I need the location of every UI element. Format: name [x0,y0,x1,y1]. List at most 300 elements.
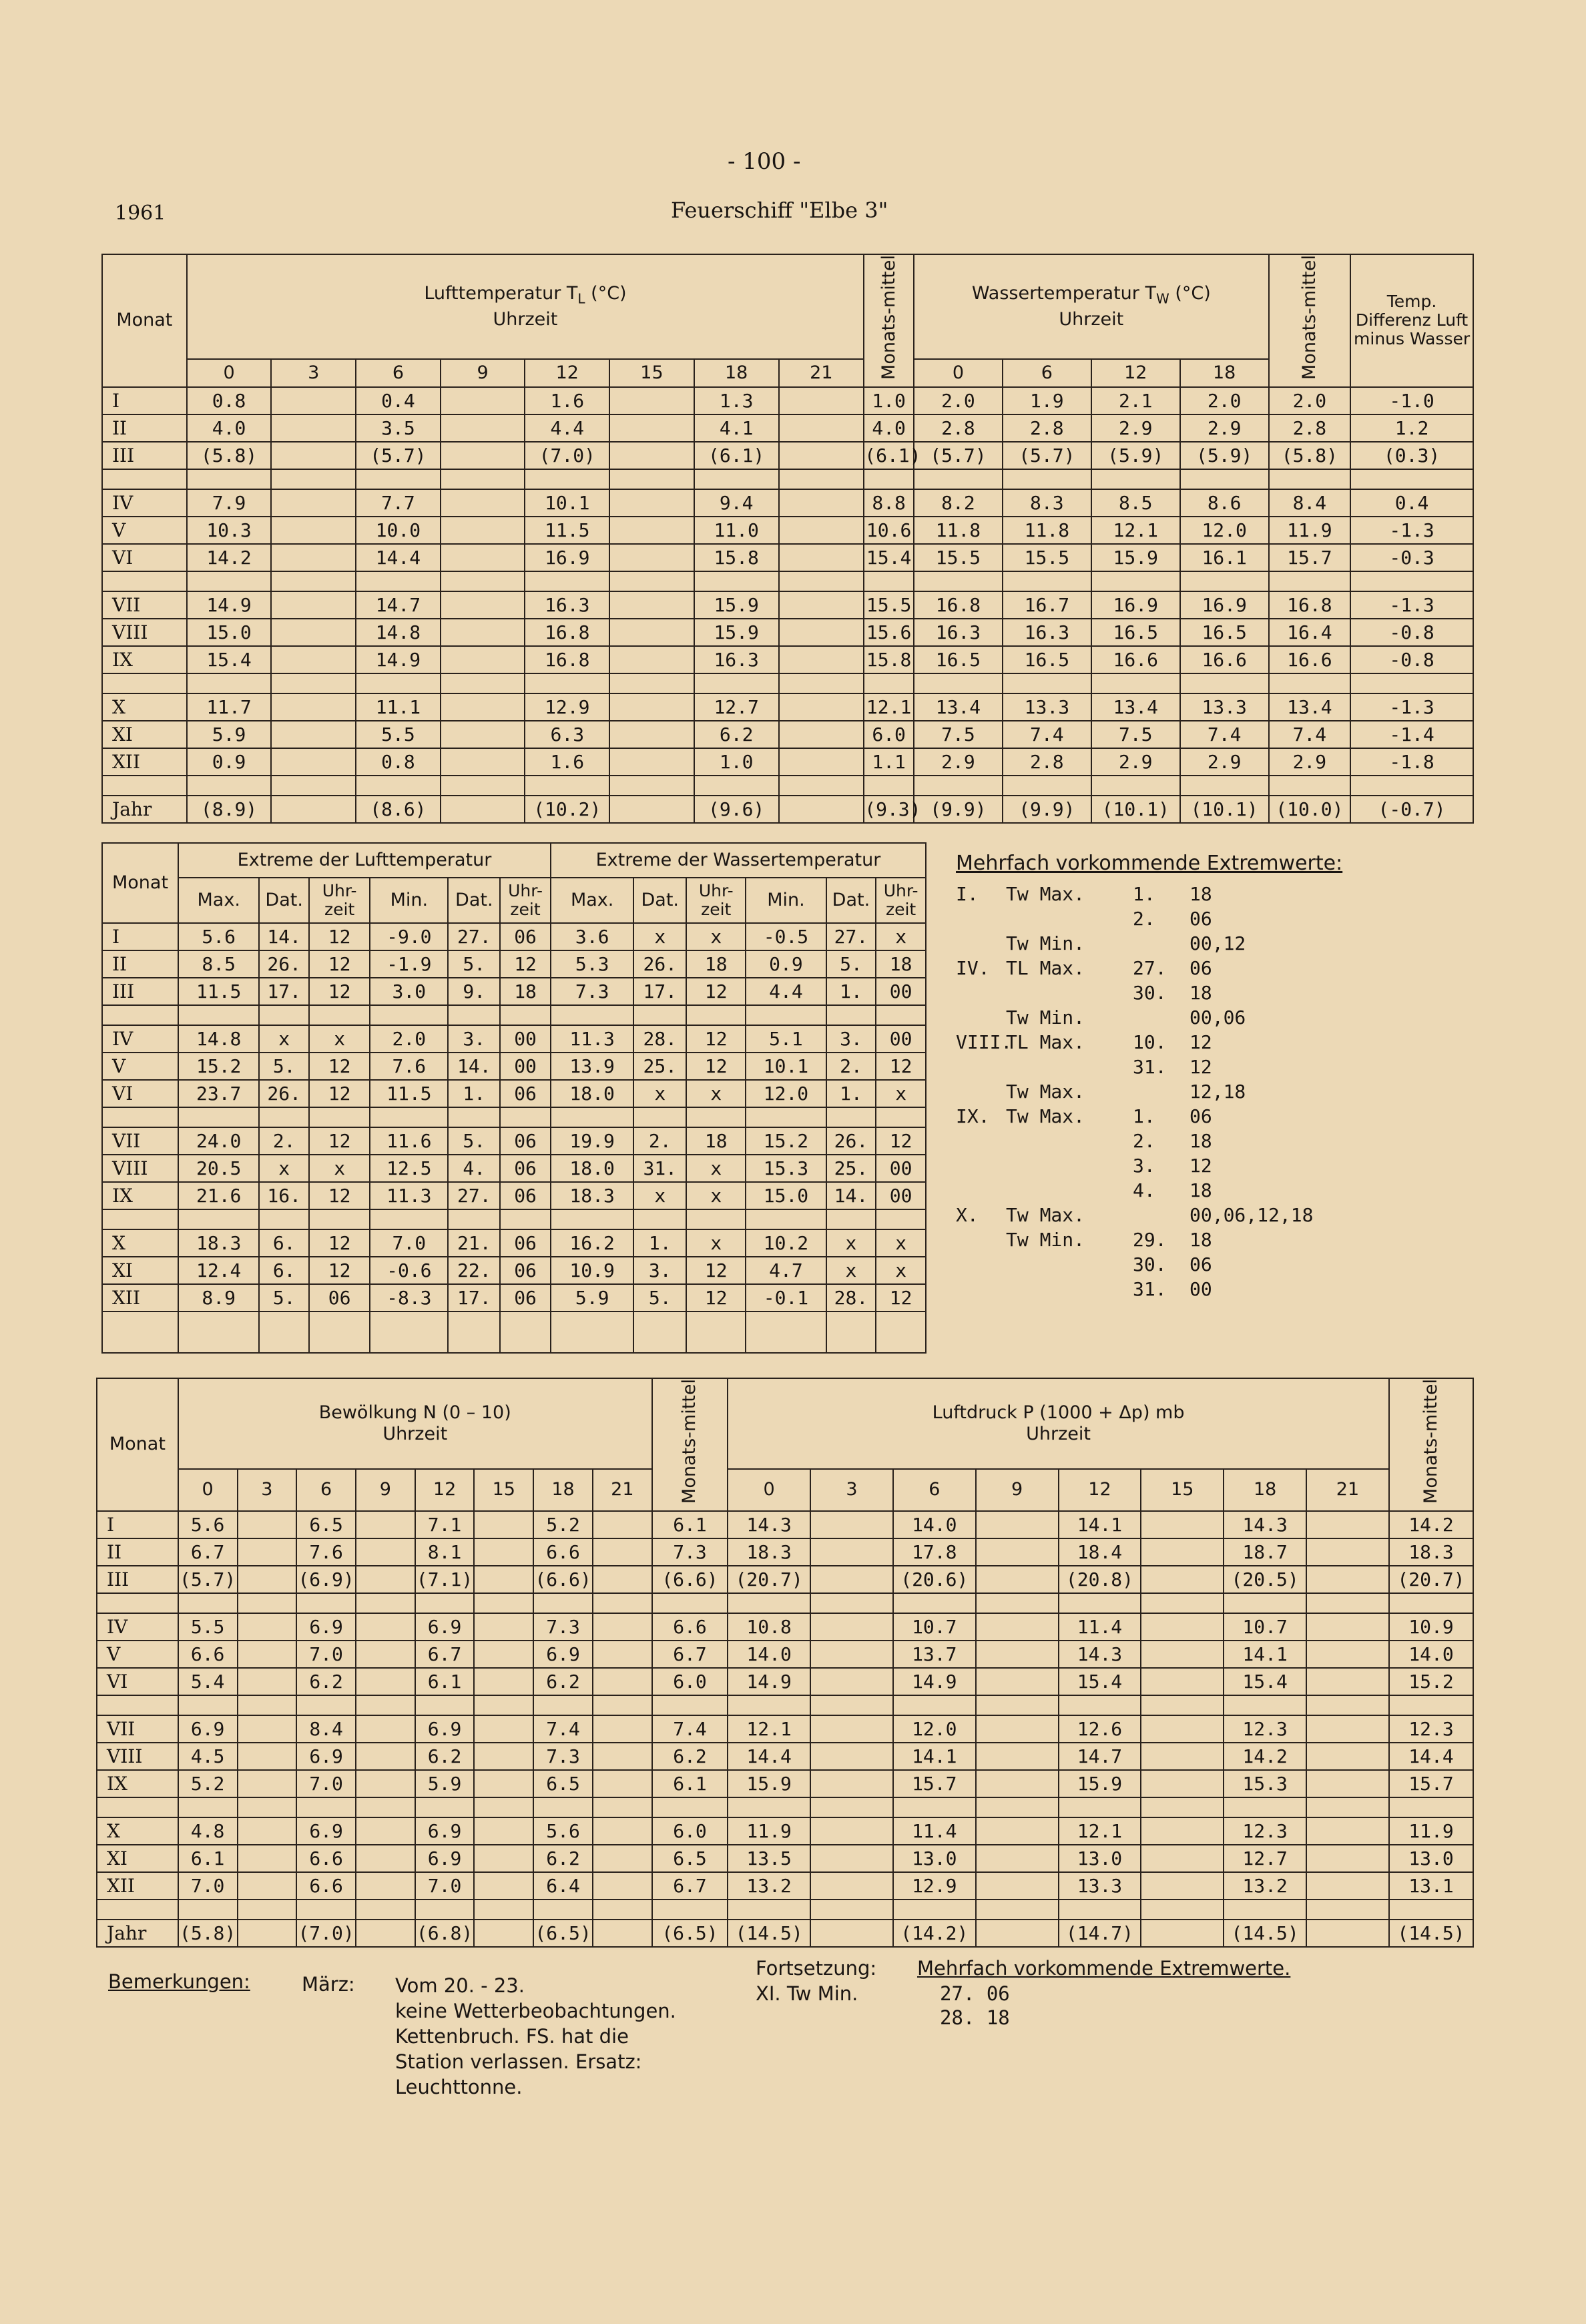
value-cell: 5. [448,950,500,978]
empty-cell [441,517,525,544]
spacer-cell [1224,1593,1306,1613]
value-cell: 7.4 [652,1715,728,1743]
extreme-line [956,1081,1467,1105]
empty-cell [810,1872,893,1900]
page-title: Feuerschiff "Elbe 3" [671,198,888,223]
empty-cell [238,1566,297,1593]
spacer-cell [1306,1593,1389,1613]
spacer-cell [633,1209,686,1229]
empty-cell [441,748,525,776]
value-cell: 16.5 [1180,619,1269,646]
value-cell: 14. [826,1182,876,1209]
value-cell: 4.4 [746,978,826,1005]
empty-cell [474,1613,533,1641]
value-cell: 12.3 [1224,1817,1306,1845]
empty-cell [779,619,864,646]
spacer-cell [1091,673,1180,693]
value-cell: 20.5 [178,1155,259,1182]
spacer-cell [370,1005,448,1025]
value-cell: 12 [876,1127,926,1155]
extreme-field: 18 [1190,1179,1212,1201]
hour-header: 15 [474,1469,533,1511]
value-cell: 15.4 [864,544,914,571]
hour-header: 15 [1141,1469,1224,1511]
value-cell: 0.8 [356,748,441,776]
value-cell: 7.6 [370,1053,448,1080]
extreme-field: Tw Min. [1006,932,1085,954]
spacer-cell [1180,469,1269,489]
pressure-title: Luftdruck [932,1402,1017,1423]
continuation-value: 28. 18 [940,2006,1010,2029]
value-cell: -8.3 [370,1284,448,1312]
value-cell: (20.6) [893,1566,976,1593]
value-cell: 2.8 [1269,414,1351,442]
value-cell: 18.3 [728,1538,810,1566]
extreme-line [956,883,1467,908]
value-cell: 10.1 [746,1053,826,1080]
extreme-field: I. [956,883,979,905]
value-cell: 3. [826,1025,876,1053]
extremes-table [101,842,927,1354]
value-cell: 11.5 [178,978,259,1005]
value-cell: -0.5 [746,923,826,950]
spacer-cell [187,571,272,591]
spacer-cell [500,1312,551,1353]
empty-cell [593,1845,652,1872]
empty-cell [593,1641,652,1668]
value-cell: (5.7) [1003,442,1091,469]
value-cell: 11.5 [525,517,609,544]
value-cell: 12.1 [1059,1817,1141,1845]
spacer-cell [97,1695,178,1715]
month-label: II [97,1538,178,1566]
spacer-cell [500,1107,551,1127]
empty-cell [779,517,864,544]
value-cell: 8.4 [1269,489,1351,517]
value-cell: 7.0 [178,1872,238,1900]
value-cell: 12 [309,1182,370,1209]
table-row [102,1127,926,1155]
spacer-cell [551,1005,633,1025]
air-temp-unit: (°C) [591,282,627,304]
empty-cell [810,1817,893,1845]
hour-header: 6 [1003,359,1091,387]
value-cell: (9.9) [914,796,1003,823]
hour-header: 3 [238,1469,297,1511]
spacer-cell [810,1593,893,1613]
spacer-cell [914,776,1003,796]
empty-cell [271,646,356,673]
value-cell: 2.9 [1091,414,1180,442]
hour-header: 0 [914,359,1003,387]
spacer-cell [102,1209,178,1229]
value-cell: 0.9 [187,748,272,776]
empty-cell [441,414,525,442]
value-cell: 0.4 [356,387,441,414]
water-temp-title: Wassertemperatur T [971,282,1156,304]
spacer-cell [296,1797,356,1817]
extreme-field: 06 [1190,1253,1212,1275]
value-cell: 13.2 [1224,1872,1306,1900]
empty-cell [779,414,864,442]
empty-cell [1306,1920,1389,1947]
spacer-cell [1003,469,1091,489]
empty-cell [593,1770,652,1797]
spacer-cell [525,673,609,693]
value-cell: 10.9 [551,1257,633,1284]
spacer-cell [1389,1797,1473,1817]
value-cell: 1.0 [694,748,779,776]
extreme-field: Tw Max. [1006,1105,1085,1127]
value-cell: (20.5) [1224,1566,1306,1593]
value-cell: 4.8 [178,1817,238,1845]
value-cell: 12.0 [893,1715,976,1743]
spacer-cell [102,469,187,489]
value-cell: 15.5 [864,591,914,619]
uhrzeit-label: Uhrzeit [1026,1423,1091,1444]
spacer-cell [356,469,441,489]
spacer-cell [271,571,356,591]
value-cell: 17. [259,978,309,1005]
monthly-mean-header [1389,1378,1473,1511]
value-cell: 3.0 [370,978,448,1005]
spacer-cell [474,1797,533,1817]
value-cell: -0.8 [1350,646,1473,673]
remark-line: Station verlassen. Ersatz: [395,2050,642,2073]
empty-cell [441,489,525,517]
spacer-cell [826,1312,876,1353]
value-cell: 12 [686,978,746,1005]
empty-cell [474,1511,533,1538]
spacer-cell [102,571,187,591]
multiple-extremes-panel [956,852,1467,1303]
value-cell: 26. [826,1127,876,1155]
continuation-label: Fortsetzung: [756,1957,877,1980]
value-cell: 06 [500,1182,551,1209]
extreme-field: 10. [1133,1031,1167,1053]
spacer-cell [415,1900,475,1920]
monthly-mean-label: Monats-mittel [1420,1379,1441,1504]
empty-cell [1306,1715,1389,1743]
value-cell: 7.0 [296,1770,356,1797]
value-cell: 15.3 [1224,1770,1306,1797]
empty-cell [1306,1538,1389,1566]
month-label: I [102,387,187,414]
spacer-cell [976,1900,1059,1920]
spacer-cell [1350,673,1473,693]
spacer-cell [694,469,779,489]
empty-cell [976,1715,1059,1743]
value-cell: 2.0 [370,1025,448,1053]
spacer-cell [178,1107,259,1127]
value-cell: x [259,1025,309,1053]
spacer-cell [187,673,272,693]
value-cell: 15.9 [728,1770,810,1797]
spacer-cell [976,1593,1059,1613]
empty-cell [474,1743,533,1770]
empty-cell [976,1511,1059,1538]
remarks-label: Bemerkungen: [108,1970,250,1993]
empty-cell [609,646,694,673]
value-cell: 0.8 [187,387,272,414]
empty-cell [271,414,356,442]
value-cell: 5.4 [178,1668,238,1695]
empty-cell [441,619,525,646]
uhrzeit-label: Uhrzeit [382,1423,448,1444]
value-cell: -1.3 [1350,591,1473,619]
value-cell: 6.9 [178,1715,238,1743]
spacer-cell [533,1797,593,1817]
spacer-cell [1350,469,1473,489]
spacer-cell [102,1312,178,1353]
value-cell: 11.9 [1269,517,1351,544]
value-cell: 12 [309,1127,370,1155]
value-cell: (-0.7) [1350,796,1473,823]
table-row [102,517,1473,544]
spacer-cell [976,1797,1059,1817]
value-cell: 18.0 [551,1155,633,1182]
value-cell: 4.5 [178,1743,238,1770]
value-cell: 2.0 [914,387,1003,414]
spacer-cell [178,1209,259,1229]
spacer-cell [746,1005,826,1025]
value-cell: (7.0) [296,1920,356,1947]
spacer-cell [593,1695,652,1715]
value-cell: 12.9 [893,1872,976,1900]
value-cell: 12.7 [694,693,779,721]
value-cell: 18.4 [1059,1538,1141,1566]
value-cell: 6.9 [415,1817,475,1845]
value-cell: 5.5 [178,1613,238,1641]
value-cell: (6.1) [694,442,779,469]
value-cell: 11.6 [370,1127,448,1155]
empty-cell [593,1743,652,1770]
spacer-cell [551,1209,633,1229]
value-cell: 16.5 [1091,619,1180,646]
value-cell: 3. [633,1257,686,1284]
hour-header: 3 [271,359,356,387]
spacer-cell [746,1107,826,1127]
value-cell: 6.9 [415,1613,475,1641]
value-cell: (6.6) [652,1566,728,1593]
value-cell: (5.7) [914,442,1003,469]
column-header: Max. [551,878,633,923]
empty-cell [593,1715,652,1743]
empty-cell [271,796,356,823]
value-cell: 6.9 [296,1817,356,1845]
value-cell: 2.0 [1180,387,1269,414]
hour-header: 12 [1091,359,1180,387]
spacer-cell [609,571,694,591]
value-cell: 0.4 [1350,489,1473,517]
spacer-cell [309,1312,370,1353]
empty-cell [976,1845,1059,1872]
value-cell: 14.8 [356,619,441,646]
value-cell: 6. [259,1257,309,1284]
value-cell: (10.0) [1269,796,1351,823]
empty-cell [810,1715,893,1743]
value-cell: 12 [876,1284,926,1312]
value-cell: 6.9 [415,1845,475,1872]
value-cell: 1. [633,1229,686,1257]
march-label: März: [302,1973,355,1996]
column-header: Uhr-zeit [500,878,551,923]
month-label: IX [102,646,187,673]
empty-cell [356,1743,415,1770]
spacer-cell [415,1695,475,1715]
spacer-cell [914,469,1003,489]
month-label: IX [97,1770,178,1797]
empty-cell [474,1817,533,1845]
spacer-cell [1141,1593,1224,1613]
monthly-mean-label: Monats-mittel [679,1379,700,1504]
extreme-field: X. [956,1204,979,1226]
value-cell: 14.1 [1224,1641,1306,1668]
month-label: XII [102,748,187,776]
remark-line: Kettenbruch. FS. hat die [395,2025,629,2048]
hour-header: 6 [893,1469,976,1511]
spacer-cell [1059,1900,1141,1920]
empty-cell [810,1511,893,1538]
value-cell: 15.9 [1059,1770,1141,1797]
value-cell: 14.3 [1059,1641,1141,1668]
extreme-field: Tw Max. [1006,1081,1085,1103]
value-cell: (10.1) [1180,796,1269,823]
month-label: VI [102,1080,178,1107]
value-cell: 6.2 [694,721,779,748]
spacer-cell [102,1005,178,1025]
value-cell: 14.7 [1059,1743,1141,1770]
extreme-field: 00,12 [1190,932,1246,954]
value-cell: 1.1 [864,748,914,776]
value-cell: (10.2) [525,796,609,823]
value-cell: 5.2 [533,1511,593,1538]
value-cell: 16.9 [1091,591,1180,619]
value-cell: 6.0 [652,1817,728,1845]
value-cell: 14.4 [1389,1743,1473,1770]
spacer-cell [296,1593,356,1613]
empty-cell [1141,1715,1224,1743]
value-cell: 12 [876,1053,926,1080]
spacer-cell [876,1005,926,1025]
extreme-line [956,1155,1467,1179]
value-cell: -1.9 [370,950,448,978]
spacer-cell [1269,673,1351,693]
empty-cell [441,544,525,571]
value-cell: 12 [686,1284,746,1312]
value-cell: x [633,923,686,950]
empty-cell [609,748,694,776]
value-cell: -1.3 [1350,693,1473,721]
value-cell: (7.0) [525,442,609,469]
extreme-field: 29. [1133,1229,1167,1251]
empty-cell [976,1770,1059,1797]
value-cell: 6.6 [178,1641,238,1668]
value-cell: 7.3 [652,1538,728,1566]
value-cell: 06 [500,1229,551,1257]
water-extremes-header: Extreme der Wassertemperatur [551,843,926,878]
empty-cell [976,1817,1059,1845]
month-label: X [97,1817,178,1845]
spacer-cell [370,1107,448,1127]
empty-cell [1306,1668,1389,1695]
spacer-cell [686,1209,746,1229]
value-cell: 14.7 [356,591,441,619]
value-cell: 16.3 [914,619,1003,646]
value-cell: 6.1 [652,1770,728,1797]
value-cell: 18.7 [1224,1538,1306,1566]
value-cell: 15.5 [914,544,1003,571]
column-header: Max. [178,878,259,923]
value-cell: 18.3 [551,1182,633,1209]
empty-cell [609,544,694,571]
value-cell: 16. [259,1182,309,1209]
spacer-cell [415,1797,475,1817]
value-cell: 6.2 [533,1668,593,1695]
empty-cell [976,1872,1059,1900]
value-cell: 27. [826,923,876,950]
value-cell: 1.9 [1003,387,1091,414]
value-cell: (20.8) [1059,1566,1141,1593]
value-cell: 13.3 [1003,693,1091,721]
value-cell: 16.8 [914,591,1003,619]
empty-cell [1306,1743,1389,1770]
month-label: V [97,1641,178,1668]
empty-cell [810,1566,893,1593]
month-label: X [102,693,187,721]
month-header: Monat [97,1378,178,1511]
extreme-field: TL Max. [1006,957,1085,979]
empty-cell [1141,1566,1224,1593]
empty-cell [779,591,864,619]
continuation-title: Mehrfach vorkommende Extremwerte. [917,1957,1291,1980]
month-label: X [102,1229,178,1257]
value-cell: 6.5 [296,1511,356,1538]
empty-cell [1141,1845,1224,1872]
value-cell: (5.7) [178,1566,238,1593]
value-cell: -0.6 [370,1257,448,1284]
value-cell: 25. [633,1053,686,1080]
value-cell: 7.3 [551,978,633,1005]
value-cell: 14.9 [187,591,272,619]
value-cell: 4.4 [525,414,609,442]
value-cell: (5.9) [1091,442,1180,469]
spacer-cell [1350,776,1473,796]
value-cell: 1.6 [525,387,609,414]
table-row [102,693,1473,721]
hour-header: 0 [178,1469,238,1511]
value-cell: 7.5 [1091,721,1180,748]
empty-cell [779,387,864,414]
empty-cell [271,619,356,646]
spacer-cell [893,1593,976,1613]
value-cell: 06 [500,1080,551,1107]
spacer-cell [728,1695,810,1715]
value-cell: 14.0 [1389,1641,1473,1668]
table-row [102,748,1473,776]
extreme-line [956,1031,1467,1056]
spacer-cell [1389,1900,1473,1920]
value-cell: x [686,923,746,950]
value-cell: 6.6 [296,1845,356,1872]
table-row [102,619,1473,646]
value-cell: 12 [686,1025,746,1053]
value-cell: 4. [448,1155,500,1182]
value-cell: 15.9 [694,591,779,619]
empty-cell [976,1641,1059,1668]
spacer-cell [356,673,441,693]
empty-cell [356,1715,415,1743]
